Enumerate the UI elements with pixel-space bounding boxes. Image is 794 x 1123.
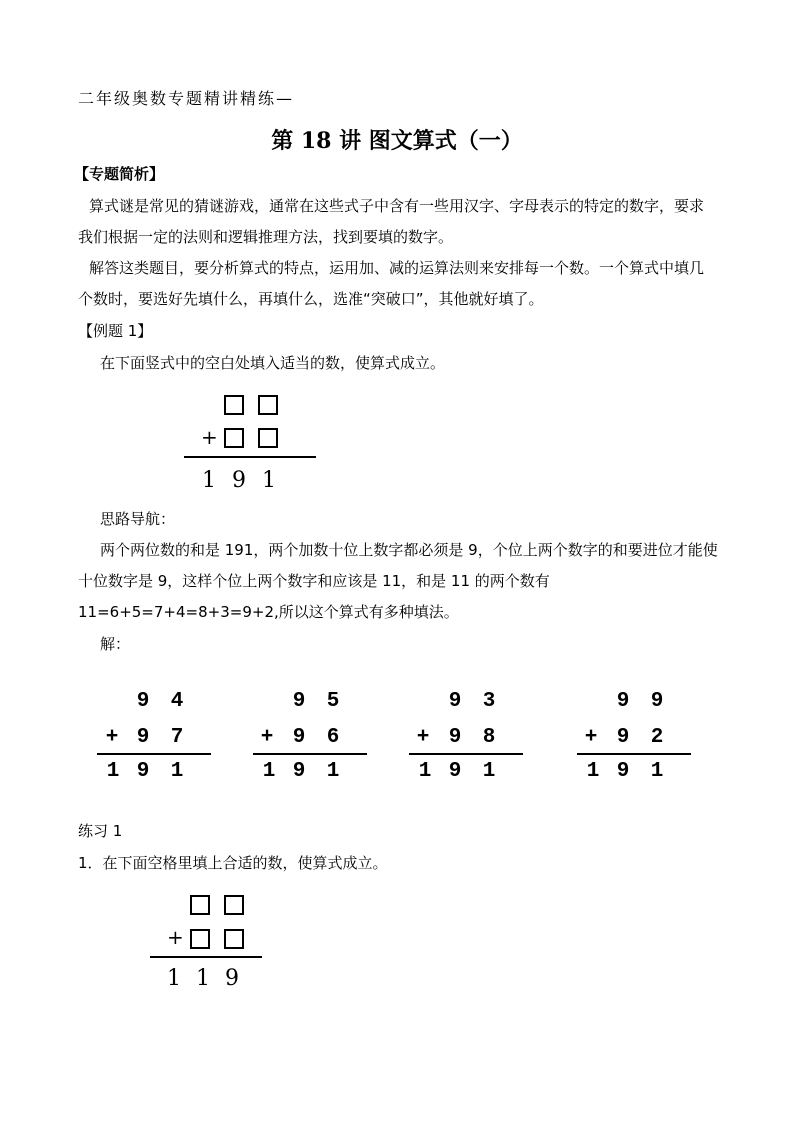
solution-digit: 7	[170, 726, 184, 749]
practice-question-1: 1．在下面空格里填上合适的数，使算式成立。	[78, 854, 388, 872]
result-digit: 1	[167, 966, 181, 991]
result-digit: 1	[202, 468, 216, 493]
sum-line	[184, 456, 316, 458]
solution-digit: 1	[106, 760, 120, 783]
solution-digit: 5	[326, 690, 340, 713]
practice-heading: 练习 1	[78, 822, 123, 840]
blank-box[interactable]	[224, 929, 244, 949]
blank-box	[258, 395, 278, 415]
result-digit: 1	[262, 468, 276, 493]
solution-digit: 1	[418, 760, 432, 783]
blank-box[interactable]	[190, 895, 210, 915]
blank-box[interactable]	[224, 895, 244, 915]
solution-digit: 1	[482, 760, 496, 783]
sum-line	[150, 956, 262, 958]
plus-sign: +	[260, 726, 274, 749]
result-digit: 9	[232, 468, 246, 493]
sum-line	[409, 753, 523, 755]
plus-sign: +	[416, 726, 430, 749]
solution-digit: 1	[650, 760, 664, 783]
solution-digit: 1	[326, 760, 340, 783]
result-digit: 9	[225, 966, 239, 991]
blank-box	[258, 428, 278, 448]
solution-digit: 9	[650, 690, 664, 713]
hint-label: 思路导航：	[100, 510, 176, 528]
sum-line	[253, 753, 367, 755]
blank-box	[224, 428, 244, 448]
solution-digit: 9	[448, 690, 462, 713]
solution-digit: 9	[616, 726, 630, 749]
plus-sign: +	[105, 726, 119, 749]
solution-digit: 8	[482, 726, 496, 749]
blank-box[interactable]	[190, 929, 210, 949]
solution-digit: 1	[586, 760, 600, 783]
series-title: 二年级奥数专题精讲精练—	[78, 89, 295, 108]
solution-digit: 9	[292, 760, 306, 783]
lesson-title: 第 18 讲 图文算式（一）	[271, 128, 523, 154]
example-1-heading: 【例题 1】	[78, 322, 153, 340]
solution-digit: 1	[262, 760, 276, 783]
solution-digit: 6	[326, 726, 340, 749]
example-1-question: 在下面竖式中的空白处填入适当的数，使算式成立。	[100, 354, 446, 372]
blank-box	[224, 395, 244, 415]
solution-digit: 9	[136, 690, 150, 713]
solution-digit: 2	[650, 726, 664, 749]
sum-line	[97, 753, 211, 755]
solution-digit: 9	[292, 690, 306, 713]
solution-digit: 4	[170, 690, 184, 713]
solution-digit: 9	[616, 760, 630, 783]
solution-digit: 9	[448, 760, 462, 783]
intro-paragraph-1: 算式谜是常见的猜谜游戏，通常在这些式子中含有一些用汉字、字母表示的特定的数字，要求我们根据一定的法则和逻辑推理方法，找到要填的数字。	[78, 197, 705, 246]
hint-text: 两个两位数的和是 191，两个加数十位上数字都必须是 9，个位上两个数字的和要进位才能使十位数字是 9，这样个位上两个数字和应该是 11，和是 11 的两个数有 11=6+5=7+4=8+3=9+2,所以这个算式有多种填法。	[78, 541, 718, 621]
solution-digit: 9	[448, 726, 462, 749]
intro-heading: 【专题简析】	[74, 165, 165, 183]
solution-digit: 1	[170, 760, 184, 783]
sum-line	[577, 753, 691, 755]
answer-label: 解：	[100, 635, 131, 653]
plus-sign: +	[201, 425, 218, 449]
solution-digit: 3	[482, 690, 496, 713]
solution-digit: 9	[292, 726, 306, 749]
solution-digit: 9	[136, 760, 150, 783]
intro-paragraph-2: 解答这类题目，要分析算式的特点，运用加、减的运算法则来安排每一个数。一个算式中填几个数时，要选好先填什么，再填什么，选准“突破口”，其他就好填了。	[78, 259, 705, 308]
solution-digit: 9	[136, 726, 150, 749]
plus-sign: +	[584, 726, 598, 749]
solution-digit: 9	[616, 690, 630, 713]
plus-sign: +	[167, 925, 184, 949]
result-digit: 1	[196, 966, 210, 991]
